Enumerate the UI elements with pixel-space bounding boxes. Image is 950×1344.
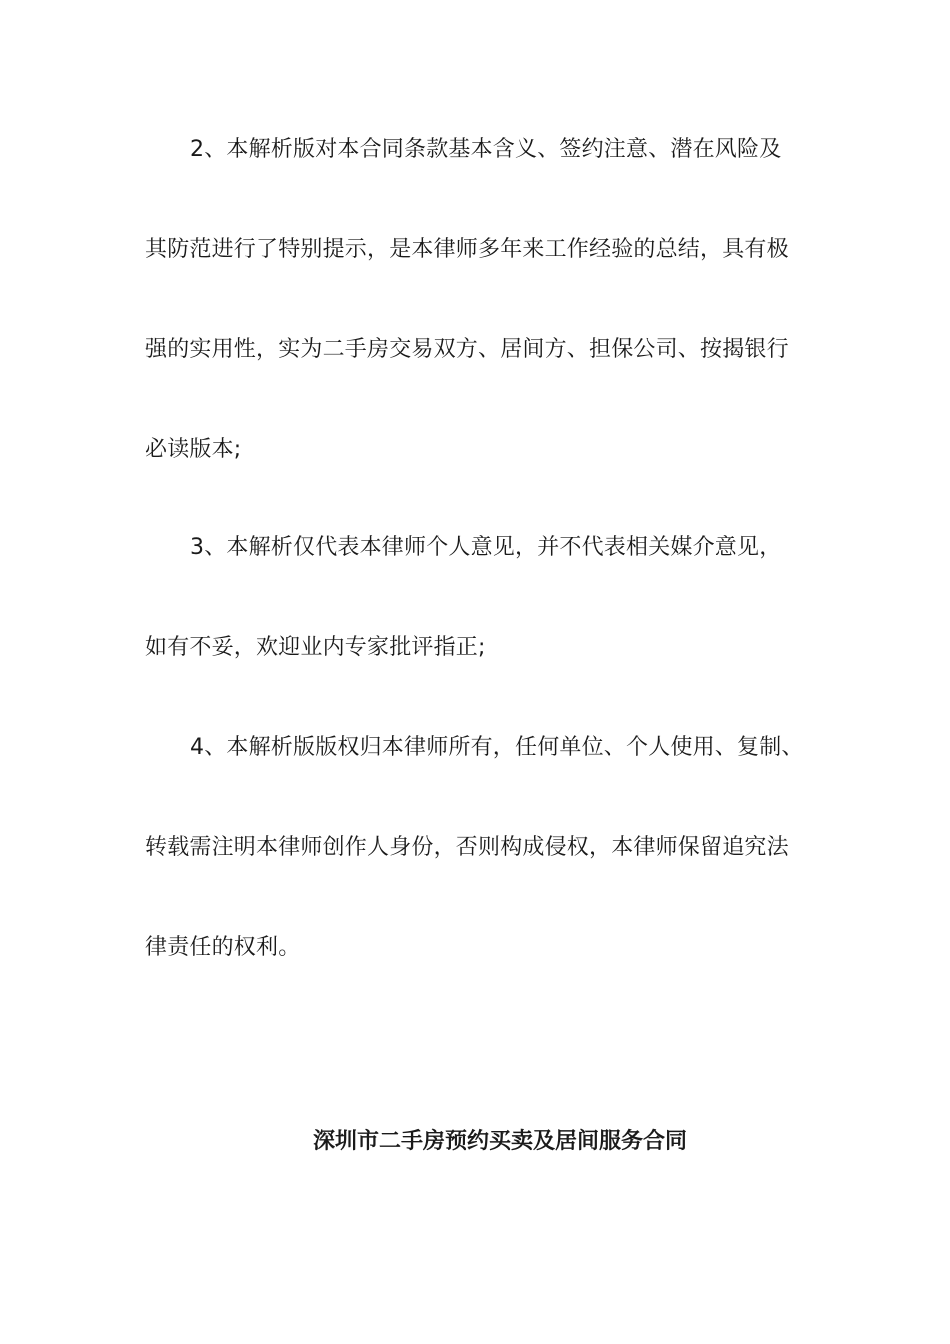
paragraph-3-line-1: 3、本解析仅代表本律师个人意见，并不代表相关媒介意见， <box>190 535 782 560</box>
paragraph-2-line-1: 2、本解析版对本合同条款基本含义、签约注意、潜在风险及 <box>190 137 782 162</box>
paragraph-4-line-2: 转载需注明本律师创作人身份，否则构成侵权，本律师保留追究法 <box>145 835 789 860</box>
paragraph-2-line-2: 其防范进行了特别提示，是本律师多年来工作经验的总结，具有极 <box>145 237 789 262</box>
paragraph-4-line-1: 4、本解析版版权归本律师所有，任何单位、个人使用、复制、 <box>190 735 804 760</box>
contract-title: 深圳市二手房预约买卖及居间服务合同 <box>312 1129 687 1154</box>
paragraph-3-line-2: 如有不妥，欢迎业内专家批评指正; <box>145 635 486 660</box>
paragraph-2-line-4: 必读版本; <box>145 437 242 462</box>
paragraph-2-line-3: 强的实用性，实为二手房交易双方、居间方、担保公司、按揭银行 <box>145 337 789 362</box>
paragraph-4-line-3: 律责任的权利。 <box>145 935 301 960</box>
